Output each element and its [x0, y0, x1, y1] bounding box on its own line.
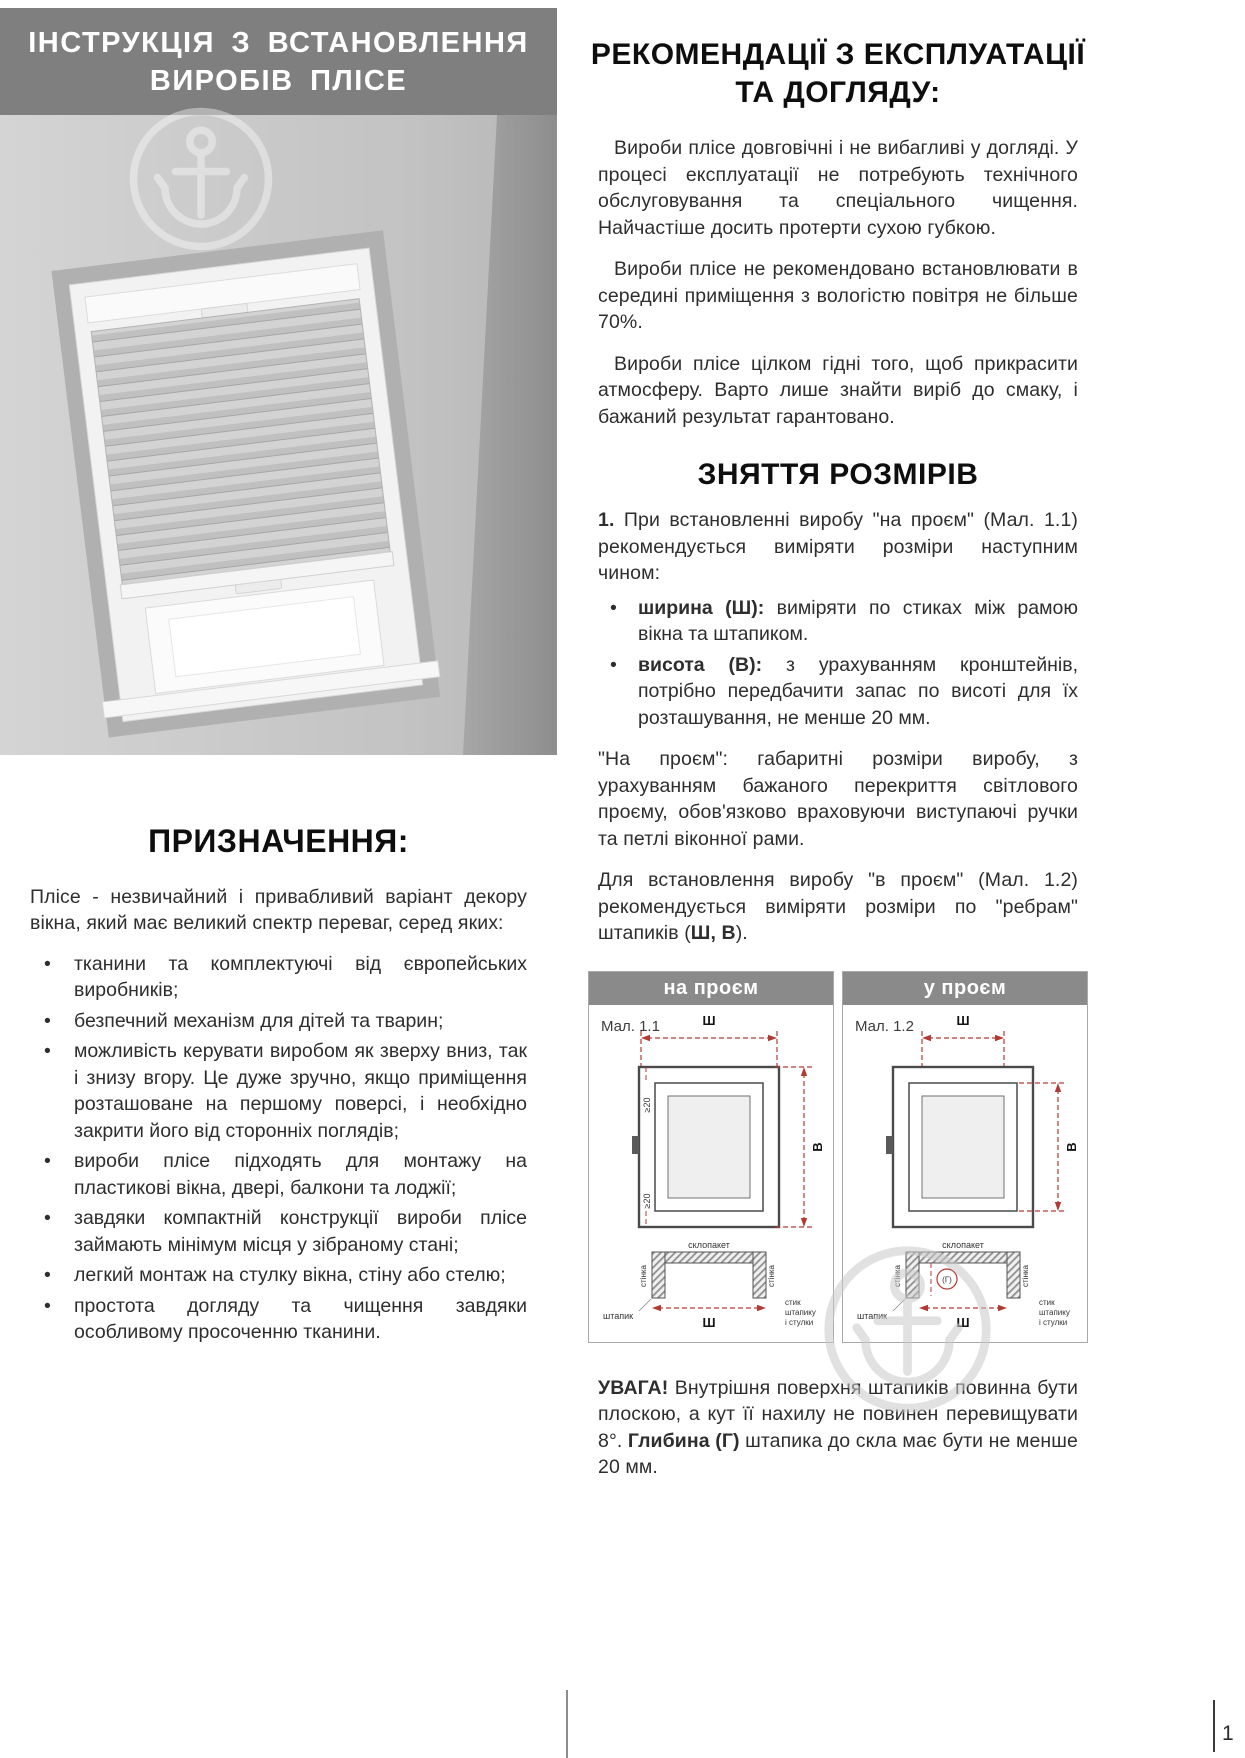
- attention-bold-depth: Глибина (Г): [627, 1429, 740, 1452]
- width-dimension-label: Ш: [702, 1012, 716, 1028]
- window-photo-svg: [0, 115, 557, 755]
- joint-label-line2: штапику: [785, 1307, 816, 1317]
- figure-header-na-proem: на проєм: [589, 972, 833, 1005]
- care-title-line-2: ТА ДОГЛЯДУ:: [735, 75, 941, 109]
- depth-label: (Г): [942, 1275, 952, 1285]
- measure-intro-number: 1.: [598, 509, 615, 532]
- purpose-list-item: • простота догляду та чищення завдяки особливому просоченню тканини.: [30, 1293, 527, 1346]
- gte20-label: ≥20: [642, 1193, 652, 1209]
- measure-intro: [598, 507, 1078, 587]
- wall-label: стінка: [893, 1264, 902, 1287]
- purpose-list-item: • безпечний механізм для дітей та тварин;: [30, 1008, 527, 1035]
- attention-note: [598, 1375, 1078, 1481]
- measure-list: [598, 595, 1078, 732]
- joint-label-line3: і стулки: [785, 1317, 814, 1327]
- purpose-title: ПРИЗНАЧЕННЯ:: [148, 822, 409, 859]
- measure-v-proem-text: Для встановлення виробу "в проєм" (Мал. 1.2) рекомендується виміряти розміри по "ребрам" штапиків (: [598, 869, 1078, 945]
- attention-text-1: Внутрішня поверхня штапиків повинна бути плоскою, а кут її нахилу не повинен перевищувати 8°.: [598, 1376, 1078, 1452]
- purpose-list: [30, 951, 527, 1346]
- joint-label-line1: стик: [1039, 1297, 1055, 1307]
- purpose-intro: Плісе - незвичайний і привабливий варіант декору вікна, який має великий спектр переваг, серед яких:: [30, 885, 527, 935]
- figure-body-u-proem: [843, 1005, 1087, 1342]
- figure-header-u-proem: у проєм: [843, 972, 1087, 1005]
- measure-item-height-term: висота (В):: [638, 653, 763, 676]
- wall-label: стінка: [767, 1264, 776, 1287]
- measure-item-height: [598, 652, 1078, 732]
- purpose-list-item: • завдяки компактній конструкції вироби плісе займають мінімум місця у зібраному стані;: [30, 1205, 527, 1258]
- page-number: 1: [1222, 1722, 1234, 1745]
- joint-label-line2: штапику: [1039, 1307, 1070, 1317]
- fig-1-1-drawing: [589, 1005, 833, 1342]
- figure-u-proem: [842, 971, 1088, 1343]
- care-paragraph-2: Вироби плісе не рекомендовано встановлювати в середині приміщення з вологістю повітря не більше 70%.: [598, 258, 1078, 334]
- figures-row: [588, 971, 1088, 1343]
- measure-intro-text: При встановленні виробу "на проєм" (Мал. 1.1) рекомендується виміряти розміри наступним чином:: [598, 509, 1078, 585]
- purpose-list-item: • тканини та комплектуючі від європейських виробників;: [30, 951, 527, 1004]
- measure-title: ЗНЯТТЯ РОЗМІРІВ: [697, 458, 979, 492]
- joint-label-line3: і стулки: [1039, 1317, 1068, 1327]
- attention-text-2: штапика до скла має бути не менше 20 мм.: [598, 1429, 1078, 1479]
- right-column: [588, 0, 1088, 1481]
- bead-label: штапик: [603, 1310, 634, 1321]
- purpose-list-item: • можливість керувати виробом як зверху вниз, так і знизу вгору. Це дуже зручно, якщо приміщення розташоване на першому поверсі, і необхідно закрити його від сторонніх поглядів;: [30, 1038, 527, 1144]
- measure-v-proem-tail: ).: [735, 922, 748, 945]
- measure-na-proem-paragraph: "На проєм": габаритні розміри виробу, з урахуванням бажаного перекриття світлового проєму, обов'язково враховуючи виступаючі ручки та петлі віконної рами.: [598, 748, 1078, 850]
- fig-1-2-drawing: [843, 1005, 1087, 1342]
- height-dimension-label: В: [1064, 1142, 1079, 1152]
- left-header-banner: [0, 8, 557, 115]
- header-line-1: ІНСТРУКЦІЯ З ВСТАНОВЛЕННЯ: [28, 27, 529, 59]
- gte20-label: ≥20: [642, 1097, 652, 1113]
- height-dimension-label: В: [810, 1142, 825, 1152]
- purpose-list-item: • вироби плісе підходять для монтажу на пластикові вікна, двері, балкони та лоджії;: [30, 1148, 527, 1201]
- measure-item-width-text: виміряти по стиках між рамою вікна та штапиком.: [638, 596, 1078, 646]
- care-paragraph-1: Вироби плісе довговічні і не вибагливі у догляді. У процесі експлуатації не потребують технічного обслуговування та спеціального чищення. Найчастіше досить протерти сухою губкою.: [598, 137, 1078, 239]
- measure-v-proem-bold: Ш, В: [690, 922, 736, 945]
- wall-label: стінка: [639, 1264, 648, 1287]
- glass-unit-label: склопакет: [688, 1239, 730, 1250]
- measure-v-proem-paragraph: [598, 867, 1078, 947]
- figure-na-proem: [588, 971, 834, 1343]
- measure-item-height-text: з урахуванням кронштейнів, потрібно передбачити запас по висоті для їх розташування, не менше 20 мм.: [638, 653, 1078, 729]
- bead-label: штапик: [857, 1310, 888, 1321]
- width-dimension-label: Ш: [702, 1314, 716, 1330]
- figure-label: Мал. 1.2: [855, 1017, 914, 1035]
- figure-label: Мал. 1.1: [601, 1017, 660, 1035]
- wall-label: стінка: [1021, 1264, 1030, 1287]
- figure-body-na-proem: [589, 1005, 833, 1342]
- care-title-line-1: РЕКОМЕНДАЦІЇ З ЕКСПЛУАТАЦІЇ: [590, 38, 1086, 71]
- care-paragraph-3: Вироби плісе цілком гідні того, щоб прикрасити атмосферу. Варто лише знайти виріб до смаку, і бажаний результат гарантовано.: [598, 352, 1078, 428]
- care-title: [588, 36, 1088, 111]
- width-dimension-label: Ш: [956, 1314, 970, 1330]
- window-photo-illustration: [0, 115, 557, 755]
- joint-label-line1: стик: [785, 1297, 801, 1307]
- attention-label: УВАГА!: [598, 1376, 669, 1399]
- header-line-2: ВИРОБІВ ПЛІСЕ: [149, 65, 408, 98]
- purpose-list-item: • легкий монтаж на стулку вікна, стіну або стелю;: [30, 1262, 527, 1289]
- footer-center-rule: [566, 1690, 568, 1758]
- left-column: [0, 0, 557, 1350]
- measure-item-width-term: ширина (Ш):: [638, 596, 765, 619]
- measure-item-width: [598, 595, 1078, 648]
- glass-unit-label: склопакет: [942, 1239, 984, 1250]
- width-dimension-label: Ш: [956, 1012, 970, 1028]
- page-number-rule: [1213, 1700, 1215, 1752]
